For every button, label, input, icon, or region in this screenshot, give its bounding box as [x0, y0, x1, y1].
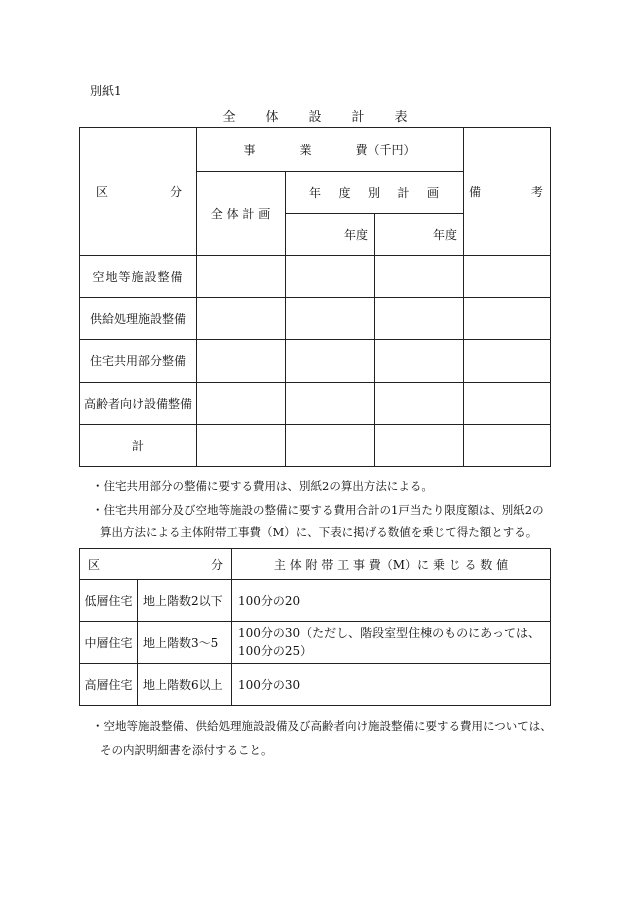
note-3: ・空地等施設整備、供給処理施設設備及び高齢者向け施設整備に要する費用については、: [92, 719, 552, 733]
header-nendo-2: 年度: [432, 227, 457, 242]
row-label-jutaku: 住宅共用部分整備: [89, 354, 186, 368]
t2-row-type: 高層住宅: [84, 678, 133, 692]
t2-row-type: 中層住宅: [84, 635, 133, 650]
row-label-kuchi: 空地等施設整備: [92, 269, 184, 284]
page-title: 全 体 設 計 表: [222, 110, 408, 125]
header-nendo-1: 年度: [343, 227, 368, 242]
header-kubun: 区 分: [96, 185, 182, 199]
annex-label: 別紙1: [90, 84, 122, 98]
header-jigyohi: 事 業 費（千円）: [243, 143, 416, 157]
t2-row-floors: 地上階数6以上: [143, 678, 223, 692]
note-2: ・住宅共用部分及び空地等施設の整備に要する費用合計の1戸当たり限度額は、別紙2の: [92, 503, 544, 517]
note-3-cont: その内訳明細書を添付すること。: [100, 743, 273, 757]
t2-row-value: 100分の20: [238, 593, 301, 608]
header-nendo-betsu-keikaku: 年 度 別 計 画: [309, 185, 439, 200]
t2-row-floors: 地上階数2以下: [143, 593, 223, 608]
note-2-cont: 算出方法による主体附帯工事費（M）に、下表に掲げる数値を乗じて得た額とする。: [100, 525, 538, 539]
row-label-koreisha: 高齢者向け設備整備: [83, 396, 192, 411]
multiplier-table: [79, 548, 551, 706]
t2-row-type: 低層住宅: [84, 593, 133, 608]
row-label-kyokyu: 供給処理施設整備: [89, 311, 186, 326]
t2-header-value: 主 体 附 帯 工 事 費（M）に 乗 じ る 数 値: [273, 557, 509, 572]
t2-row-floors: 地上階数3～5: [143, 635, 219, 650]
t2-row-value: 100分の30（ただし、階段室型住棟のものにあっては、100分の25）: [238, 626, 541, 658]
header-zentai-keikaku: 全 体 計 画: [210, 206, 271, 221]
t2-row-value: 100分の30: [238, 678, 301, 692]
note-1: ・住宅共用部分の整備に要する費用は、別紙2の算出方法による。: [92, 479, 433, 493]
overall-plan-table: [79, 127, 551, 467]
header-biko: 備 考: [469, 185, 543, 199]
t2-header-kubun: 区 分: [88, 557, 223, 572]
row-label-total: 計: [131, 439, 144, 453]
